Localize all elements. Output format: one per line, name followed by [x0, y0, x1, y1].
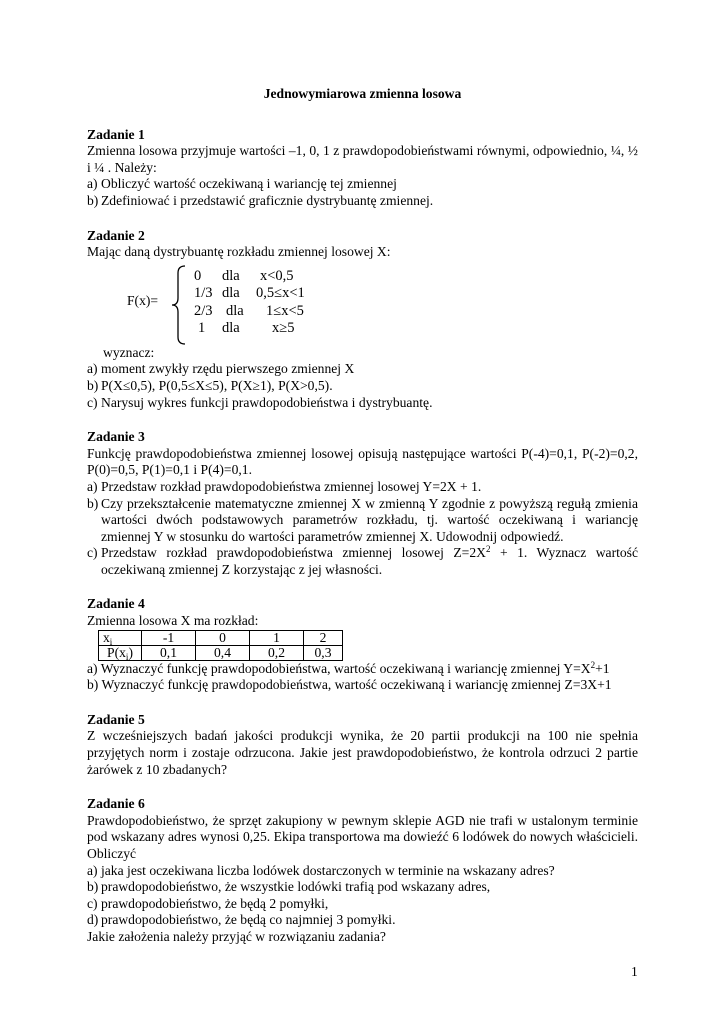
- item-text: Przedstaw rozkład prawdopodobieństwa zmiennej losowej Y=2X + 1.: [101, 478, 482, 494]
- function-case: [194, 268, 324, 286]
- task-5-heading: Zadanie 5: [87, 711, 145, 727]
- task-3-item-c: [87, 545, 638, 578]
- item-text: Zdefiniować i przedstawić graficznie dystrybuantę zmiennej.: [101, 192, 434, 208]
- item-label: c): [87, 394, 98, 410]
- table-header-cell: [99, 630, 142, 645]
- task-2-item-b: [87, 378, 638, 395]
- item-text: prawdopodobieństwo, że będą co najmniej 3 pomyłki.: [101, 912, 396, 928]
- table-cell: -1: [142, 630, 196, 645]
- table-row: [99, 645, 343, 660]
- case-value: 1: [198, 320, 206, 337]
- item-text-part: Przedstaw rozkład prawdopodobieństwa zmiennej losowej Z=2X: [101, 545, 486, 561]
- task-2-heading: Zadanie 2: [87, 227, 145, 243]
- left-brace-icon: [171, 265, 189, 345]
- case-condition: 0,5≤x<1: [256, 285, 305, 302]
- item-text: [101, 545, 638, 578]
- task-2-item-c: [87, 395, 638, 412]
- item-label: a): [87, 478, 98, 494]
- task-6-item-a: [87, 863, 638, 880]
- item-text: Obliczyć wartość oczekiwaną i wariancję tej zmiennej: [101, 176, 397, 192]
- item-label: c): [87, 895, 98, 911]
- superscript: 2: [590, 659, 596, 670]
- task-3: [87, 429, 638, 578]
- task-3-item-b: [87, 496, 638, 546]
- task-6-item-c: [87, 896, 638, 913]
- task-4-item-a: [87, 661, 638, 678]
- task-6-item-d: [87, 912, 638, 929]
- task-1-heading: Zadanie 1: [87, 126, 145, 142]
- table-row: [99, 630, 343, 645]
- case-value: 0: [194, 267, 202, 284]
- task-4-heading: Zadanie 4: [87, 596, 145, 612]
- task-5-text: Z wcześniejszych badań jakości produkcji wynika, że 20 partii produkcji na 100 nie spełnia przyjętych norm i zostaje odrzucona. Jakie jest prawdopodobieństwo, że kontrola odrzuci 2 partie żarówek z 10 zbadanych?: [87, 728, 638, 777]
- case-condition: 1≤x<5: [266, 302, 304, 319]
- case-condition: x<0,5: [260, 267, 294, 284]
- function-case: [194, 285, 324, 303]
- header-base: x: [103, 629, 110, 645]
- item-label: b): [87, 495, 99, 511]
- item-text-part: a) Wyznaczyć funkcję prawdopodobieństwa, wartość oczekiwaną i wariancję zmiennej Y=X: [87, 660, 591, 676]
- item-text-part: +1: [595, 660, 610, 676]
- page-number: 1: [631, 964, 638, 979]
- item-text: Czy przekształcenie matematyczne zmiennej X w zmienną Y zgodnie z powyższą regułą zmienia wartości dwóch podstawowych parametrów rozkładu, tj. wartość oczekiwaną i wariancję zmiennej Y w stosunku do wartości parametrów zmiennej X. Udowodnij odpowiedź.: [101, 495, 638, 544]
- task-1-intro: Zmienna losowa przyjmuje wartości –1, 0, 1 z prawdopodobieństwami równymi, odpowiednio, ¼, ½ i ¼ . Należy:: [87, 143, 638, 175]
- function-case: [194, 320, 324, 338]
- case-value: 2/3: [194, 302, 213, 319]
- task-3-item-a: [87, 479, 638, 496]
- task-1-item-a: [87, 176, 638, 193]
- function-case: [194, 303, 324, 321]
- table-cell: 0,1: [142, 645, 196, 660]
- item-text-part: + 1. Wyznacz wartość oczekiwaną zmiennej Z korzystając z jej własności.: [101, 545, 638, 577]
- item-label: a): [87, 862, 98, 878]
- task-6: [87, 796, 638, 945]
- task-4-item-b: b) Wyznaczyć funkcję prawdopodobieństwa, wartość oczekiwaną i wariancję zmiennej Z=3X+1: [87, 677, 612, 693]
- task-2-item-a: [87, 361, 638, 378]
- item-text: jaka jest oczekiwana liczba lodówek dostarczonych w terminie na wskazany adres?: [101, 862, 555, 878]
- table-cell: 0,4: [196, 645, 250, 660]
- task-6-intro: Prawdopodobieństwo, że sprzęt zakupiony w pewnym sklepie AGD nie trafi w ustalonym terminie pod wskazany adres wynosi 0,25. Ekipa transportowa ma dowieźć 6 lodówek do nowych właścicieli. Obliczyć: [87, 812, 638, 861]
- item-label: a): [87, 176, 98, 192]
- document-content: [87, 86, 638, 946]
- item-text: P(X≤0,5), P(0,5≤X≤5), P(X≥1), P(X>0,5).: [101, 377, 333, 393]
- task-2-wyznacz: wyznacz:: [103, 344, 155, 360]
- task-4: [87, 596, 638, 693]
- item-label: c): [87, 545, 98, 561]
- item-label: b): [87, 879, 99, 895]
- distribution-table: [98, 630, 343, 661]
- task-6-outro: Jakie założenia należy przyjąć w rozwiązaniu zadania?: [87, 928, 386, 944]
- task-2-intro: Mając daną dystrybuantę rozkładu zmiennej losowej X:: [87, 244, 391, 260]
- task-3-intro: Funkcję prawdopodobieństwa zmiennej losowej opisują następujące wartości P(-4)=0,1, P(-2)=0,2, P(0)=0,5, P(1)=0,1 i P(4)=0,1.: [87, 445, 638, 478]
- table-cell: 2: [304, 630, 343, 645]
- item-label: b): [87, 377, 99, 393]
- function-cases: [194, 268, 324, 338]
- table-cell: 0: [196, 630, 250, 645]
- case-dla: dla: [222, 285, 240, 302]
- task-6-heading: Zadanie 6: [87, 796, 145, 812]
- task-4-intro: Zmienna losowa X ma rozkład:: [87, 613, 259, 629]
- task-6-item-b: [87, 879, 638, 896]
- item-text: prawdopodobieństwo, że będą 2 pomyłki,: [101, 895, 329, 911]
- case-dla: dla: [222, 320, 240, 337]
- task-3-heading: Zadanie 3: [87, 429, 145, 445]
- header-base: P(x: [107, 644, 126, 660]
- case-dla: dla: [226, 302, 244, 319]
- header-end: ): [128, 644, 133, 660]
- case-value: 1/3: [194, 285, 213, 302]
- case-dla: dla: [222, 267, 240, 284]
- item-text: prawdopodobieństwo, że wszystkie lodówki trafią pod wskazany adres,: [101, 879, 491, 895]
- item-label: b): [87, 192, 99, 208]
- table-header-cell: [99, 645, 142, 660]
- document-title: Jednowymiarowa zmienna losowa: [263, 86, 462, 101]
- table-cell: 1: [250, 630, 304, 645]
- function-label: F(x)=: [127, 292, 159, 308]
- piecewise-function: [87, 265, 638, 345]
- subscript: i: [125, 651, 129, 662]
- case-condition: x≥5: [272, 320, 295, 337]
- table-cell: 0,2: [250, 645, 304, 660]
- task-1-item-b: [87, 193, 638, 210]
- item-text: Narysuj wykres funkcji prawdopodobieństwa i dystrybuantę.: [101, 394, 433, 410]
- subscript: i: [109, 636, 113, 647]
- item-text: moment zwykły rzędu pierwszego zmiennej X: [101, 361, 355, 377]
- task-2: [87, 228, 638, 412]
- item-label: d): [87, 912, 99, 928]
- table-cell: 0,3: [304, 645, 343, 660]
- task-1: [87, 127, 638, 210]
- item-label: a): [87, 361, 98, 377]
- superscript: 2: [485, 544, 491, 555]
- task-5: [87, 712, 638, 778]
